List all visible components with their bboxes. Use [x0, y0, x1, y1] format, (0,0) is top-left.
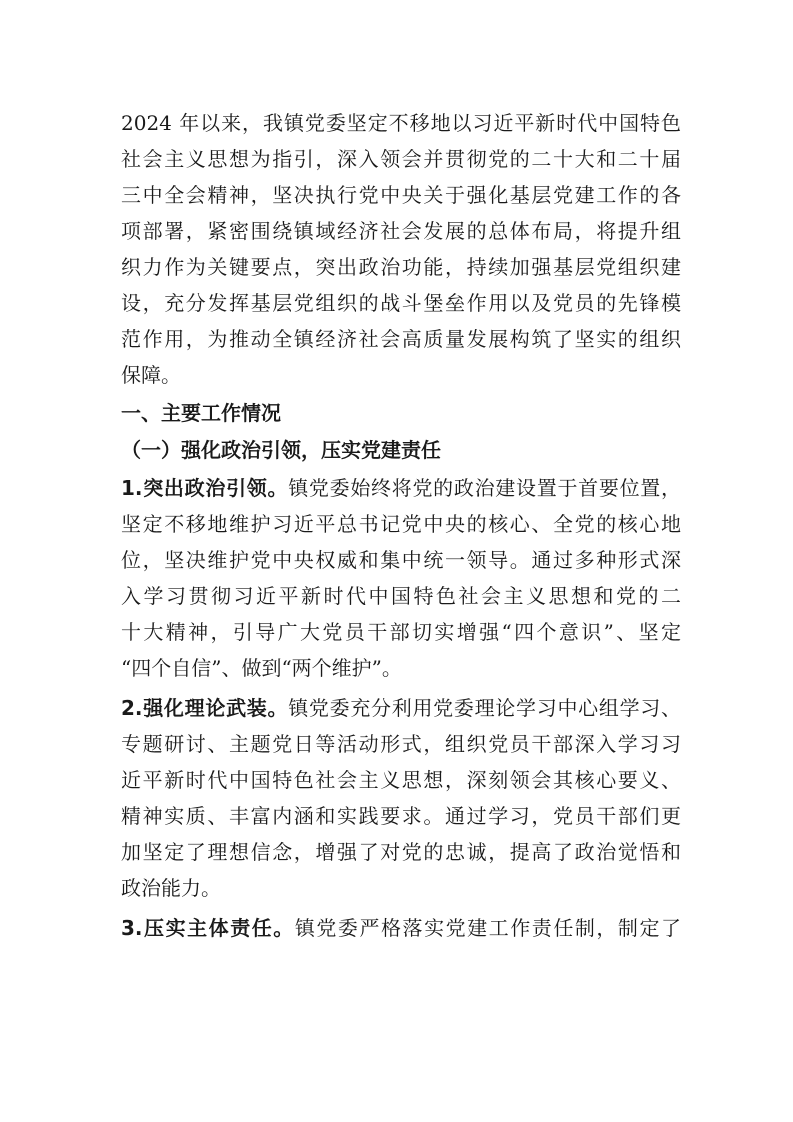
intro-line: 保障。 [121, 363, 181, 387]
item-2-first-line [121, 690, 681, 726]
intro-line: 项部署，紧密围绕镇域经济社会发展的总体布局，将提升组 [121, 219, 681, 243]
item-2-line: 加坚定了理想信念，增强了对党的忠诚，提高了政治觉悟和 [121, 840, 681, 864]
item-1-number: 1. [121, 476, 143, 500]
intro-line: 三中全会精神，坚决执行党中央关于强化基层党建工作的各 [121, 183, 681, 207]
subsection-heading: （一）强化政治引领，压实党建责任 [121, 438, 441, 462]
item-1-first-line [121, 470, 681, 506]
item-1-line: 坚定不移地维护习近平总书记党中央的核心、全党的核心地 [121, 512, 681, 536]
item-1-title: 突出政治引领。 [142, 476, 289, 500]
section-heading: 一、主要工作情况 [121, 401, 281, 425]
item-1-line: 十大精神，引导广大党员干部切实增强“四个意识”、坚定 [121, 620, 681, 644]
item-3-number: 3. [121, 916, 143, 940]
intro-line: 2024 年以来，我镇党委坚定不移地以习近平新时代中国特色 [121, 111, 681, 135]
item-3-title: 压实主体责任。 [142, 916, 295, 940]
item-1-text: 镇党委始终将党的政治建设置于首要位置， [288, 476, 681, 500]
item-2-line: 近平新时代中国特色社会主义思想，深刻领会其核心要义、 [121, 768, 681, 792]
item-2-line: 精神实质、丰富内涵和实践要求。通过学习，党员干部们更 [121, 804, 681, 828]
item-2-line: 政治能力。 [121, 876, 221, 900]
item-2-title: 强化理论武装。 [142, 696, 289, 720]
item-3-text: 镇党委严格落实党建工作责任制，制定了 [294, 916, 682, 940]
intro-line: 范作用，为推动全镇经济社会高质量发展构筑了坚实的组织 [121, 327, 681, 351]
item-2-number: 2. [121, 696, 143, 720]
intro-line: 织力作为关键要点，突出政治功能，持续加强基层党组织建 [121, 255, 681, 279]
item-2-line: 专题研讨、主题党日等活动形式，组织党员干部深入学习习 [121, 732, 681, 756]
item-3-first-line [121, 910, 681, 946]
item-2-text: 镇党委充分利用党委理论学习中心组学习、 [288, 696, 681, 720]
item-1-line: 入学习贯彻习近平新时代中国特色社会主义思想和党的二 [121, 584, 681, 608]
item-1-line: 位，坚决维护党中央权威和集中统一领导。通过多种形式深 [121, 548, 681, 572]
intro-line: 社会主义思想为指引，深入领会并贯彻党的二十大和二十届 [121, 147, 681, 171]
intro-line: 设，充分发挥基层党组织的战斗堡垒作用以及党员的先锋模 [121, 291, 681, 315]
item-1-line: “四个自信”、做到“两个维护”。 [121, 656, 402, 680]
